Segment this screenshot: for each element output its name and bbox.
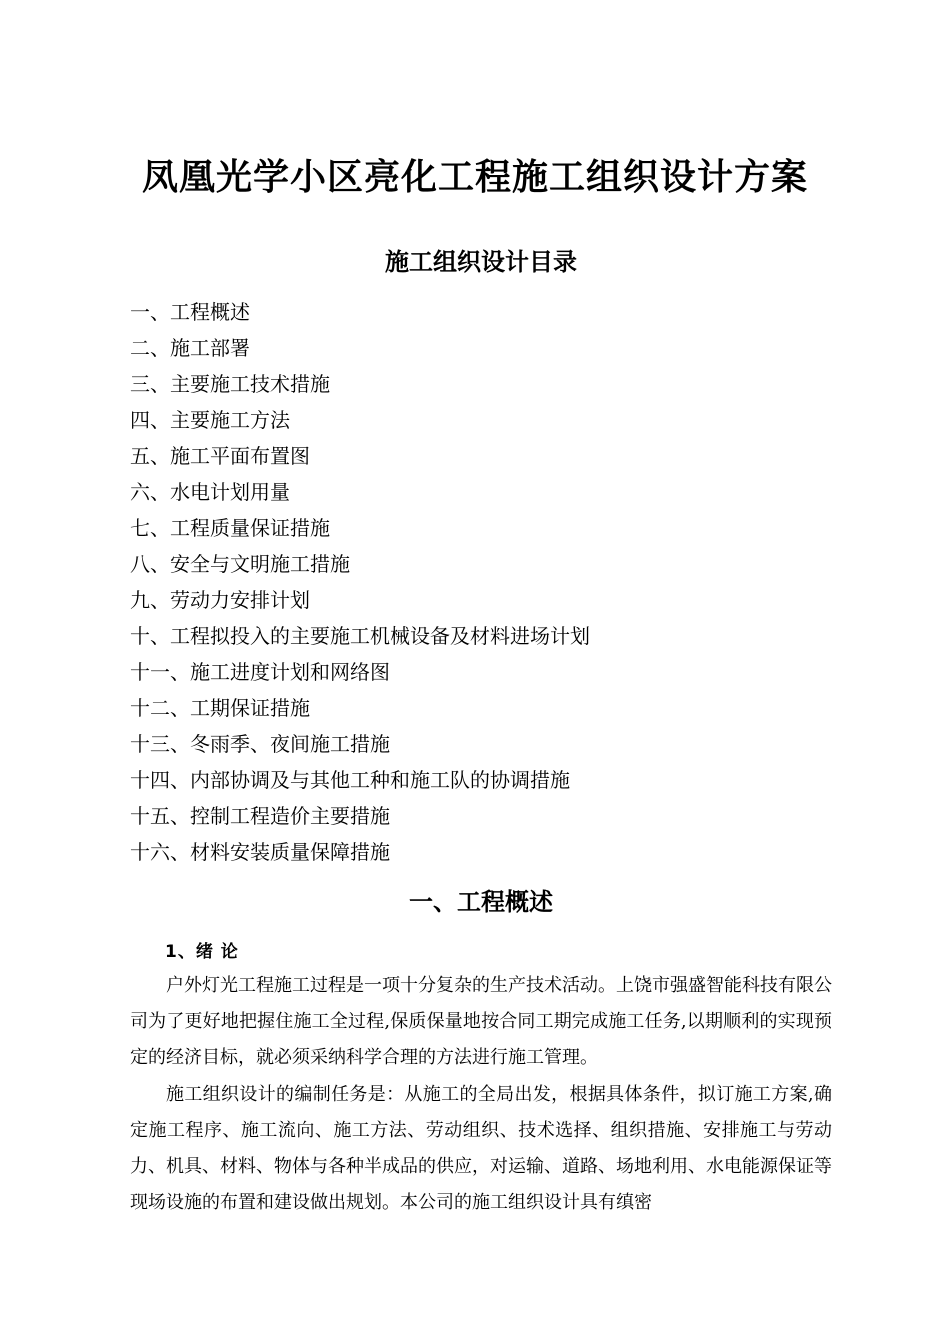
body-paragraph: 施工组织设计的编制任务是：从施工的全局出发，根据具体条件，拟订施工方案,确定施工程序、施工流向、施工方法、劳动组织、技术选择、组织措施、安排施工与劳动力、机具、材料、物体与各种半成品的供应，对运输、道路、场地利用、水电能源保证等现场设施的布置和建设做出规划。本公司的施工组织设计具有缜密 (130, 1084, 832, 1213)
toc-item: 八、安全与文明施工措施 (130, 552, 350, 576)
toc-item: 十四、内部协调及与其他工种和施工队的协调措施 (130, 768, 570, 792)
body-paragraph: 户外灯光工程施工过程是一项十分复杂的生产技术活动。上饶市强盛智能科技有限公司为了更好地把握住施工全过程,保质保量地按合同工期完成施工任务,以期顺利的实现预定的经济目标，就必须采纳科学合理的方法进行施工管理。 (130, 975, 832, 1068)
toc-item: 四、主要施工方法 (130, 408, 290, 432)
toc-item: 九、劳动力安排计划 (130, 588, 310, 612)
toc-item: 五、施工平面布置图 (130, 444, 310, 468)
subsection-heading: 1、绪 论 (165, 942, 239, 962)
toc-item: 十、工程拟投入的主要施工机械设备及材料进场计划 (130, 624, 590, 648)
toc-item: 三、主要施工技术措施 (130, 372, 330, 396)
toc-item: 一、工程概述 (130, 300, 250, 324)
toc-heading: 施工组织设计目录 (385, 248, 577, 276)
document-title: 凤凰光学小区亮化工程施工组织设计方案 (141, 157, 808, 198)
toc-item: 六、水电计划用量 (130, 480, 290, 504)
section-heading: 一、工程概述 (409, 888, 553, 916)
toc-item: 十一、施工进度计划和网络图 (130, 660, 390, 684)
toc-item: 十五、控制工程造价主要措施 (130, 804, 390, 828)
toc-item: 十六、材料安装质量保障措施 (130, 840, 390, 864)
toc-item: 二、施工部署 (130, 336, 250, 360)
toc-item: 十三、冬雨季、夜间施工措施 (130, 732, 390, 756)
toc-item: 十二、工期保证措施 (130, 696, 310, 720)
toc-item: 七、工程质量保证措施 (130, 516, 330, 540)
table-of-contents (130, 296, 590, 872)
